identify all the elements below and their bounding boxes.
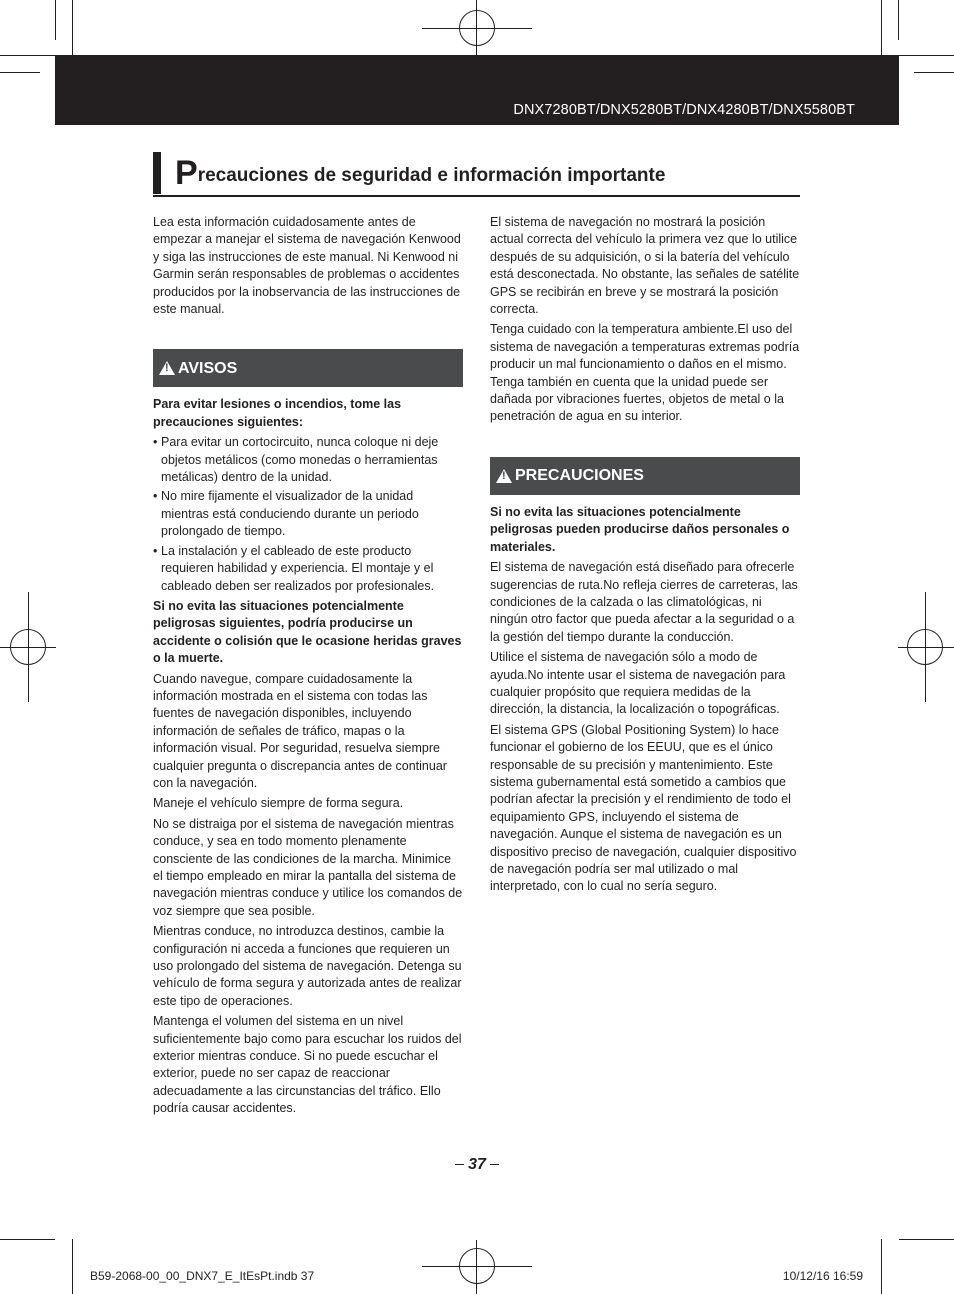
paragraph: El sistema de navegación no mostrará la posición actual correcta del vehículo la primera vez que lo utilice después de su adquisición, o si la batería del vehículo está desconectada. No obstante, las señales de satélite GPS se recibirán en breve y se mostrará la posición correcta.	[490, 215, 800, 317]
precauciones-heading-text: PRECAUCIONES	[515, 467, 644, 485]
paragraph: Maneje el vehículo siempre de forma segura.	[153, 796, 404, 811]
crop-mark	[55, 0, 56, 40]
page-title	[153, 152, 800, 197]
crop-mark	[72, 0, 73, 55]
paragraph: No se distraiga por el sistema de navegación mientras conduce, y sea en todo momento plenamente consciente de las condiciones de la marcha. Minimice el tiempo empleado en mirar la pantalla del sistema de navegación mientras conduce y utilice los comandos de voz siempre que sea posible.	[153, 816, 463, 918]
paragraph: Cuando navegue, compare cuidadosamente la información mostrada en el sistema con todas las fuentes de navegación disponibles, incluyendo información de señales de tráfico, mapas o la información visual. Por seguridad, resuelva siempre cualquier pregunta o discrepancia antes de continuar con la navegación.	[153, 671, 447, 790]
page-title-text	[175, 152, 665, 197]
list-item: • Para evitar un cortocircuito, nunca coloque ni deje objetos metálicos (como monedas o herramientas metálicas) dentro de la unidad.	[153, 434, 463, 486]
registration-target-icon	[10, 629, 46, 665]
title-rest: recauciones de seguridad e información importante	[197, 165, 666, 186]
crop-mark	[0, 72, 40, 73]
avisos-lead-2: Si no evita las situaciones potencialmente peligrosas siguientes, podría producirse un accidente o colisión que le ocasione heridas graves o la muerte.	[153, 598, 462, 666]
avisos-heading-text: AVISOS	[178, 359, 238, 377]
registration-target-icon	[459, 1248, 495, 1284]
paragraph: Mantenga el volumen del sistema en un nivel suficientemente bajo como para escuchar los ruidos del exterior mientras conduce. Si no puede escuchar el exterior, puede no ser capaz de reaccionar adecuadamente a las circunstancias del tráfico. Ello podría causar accidentes.	[153, 1014, 462, 1116]
paragraph: Mientras conduce, no introduzca destinos, cambie la configuración ni acceda a funciones que requieren un uso prolongado del sistema de navegación. Detenga su vehículo de forma segura y autorizada antes de realizar este tipo de operaciones.	[153, 924, 462, 1008]
crop-mark	[0, 55, 55, 56]
paragraph: El sistema de navegación está diseñado para ofrecerle sugerencias de ruta.No refleja cierres de carreteras, las condiciones de la calzada o las climatológicas, ni ningún otro factor que pueda afectar a la seguridad o a la gestión del tiempo durante la conducción.	[490, 560, 798, 644]
left-column	[153, 214, 463, 1121]
timestamp-slug: 10/12/16 16:59	[782, 1269, 863, 1283]
paragraph: El sistema GPS (Global Positioning System) lo hace funcionar el gobierno de los EEUU, que es el único responsable de su precisión y mantenimiento. Este sistema gubernamental está sometido a cambios que podrían afectar la precisión y el rendimiento de todo el equipamiento GPS, incluyendo el sistema de navegación. Aunque el sistema de navegación es un dispositivo preciso de navegación, cualquier dispositivo de navegación podría ser mal utilizado o mal interpretado, con lo cual no sería seguro.	[490, 722, 797, 894]
warning-icon	[159, 361, 175, 375]
paragraph: Tenga cuidado con la temperatura ambiente.El uso del sistema de navegación a temperaturas extremas podría producir un mal funcionamiento o daños en el mismo. Tenga también en cuenta que la unidad puede ser dañada por vibraciones fuertes, objetos de metal o la penetración de agua en su interior.	[490, 322, 800, 424]
registration-target-icon	[907, 629, 943, 665]
page-number	[0, 1156, 954, 1174]
crop-mark	[914, 72, 954, 73]
paragraph: Utilice el sistema de navegación sólo a modo de ayuda.No intente usar el sistema de navegación para cualquier propósito que requiera medidas de la dirección, la distancia, la localización o topográficas.	[490, 650, 786, 717]
crop-mark	[881, 0, 882, 55]
precauciones-lead: Si no evita las situaciones potencialmente peligrosas pueden producirse daños personales o materiales.	[490, 504, 790, 554]
crop-mark	[898, 0, 899, 40]
list-item: • No mire fijamente el visualizador de la unidad mientras está conduciendo durante un periodo prolongado de tiempo.	[153, 488, 463, 540]
registration-target-icon	[459, 10, 495, 46]
title-initial: P	[175, 154, 198, 192]
list-item: • La instalación y el cableado de este producto requieren habilidad y experiencia. El montaje y el cableado deben ser realizados por profesionales.	[153, 543, 463, 595]
crop-mark	[0, 1239, 55, 1240]
avisos-heading	[153, 349, 463, 387]
precauciones-heading	[490, 457, 800, 495]
right-column	[490, 214, 800, 899]
crop-mark	[899, 1239, 954, 1240]
model-numbers: DNX7280BT/DNX5280BT/DNX4280BT/DNX5580BT	[513, 102, 855, 118]
warning-icon	[496, 469, 512, 483]
page-number-text: 37	[468, 1156, 486, 1173]
file-slug: B59-2068-00_00_DNX7_E_ItEsPt.indb 37	[90, 1269, 315, 1283]
crop-mark	[899, 55, 954, 56]
avisos-bullet-list	[153, 434, 463, 595]
title-marker	[153, 152, 161, 194]
crop-mark	[881, 1239, 882, 1294]
crop-mark	[72, 1239, 73, 1294]
avisos-lead: Para evitar lesiones o incendios, tome las precauciones siguientes:	[153, 397, 402, 429]
header-bar	[55, 55, 899, 125]
intro-paragraph: Lea esta información cuidadosamente antes de empezar a manejar el sistema de navegación Kenwood y siga las instrucciones de este manual. Ni Kenwood ni Garmin serán responsables de problemas o accidentes producidos por la inobservancia de las instrucciones de este manual.	[153, 215, 461, 317]
